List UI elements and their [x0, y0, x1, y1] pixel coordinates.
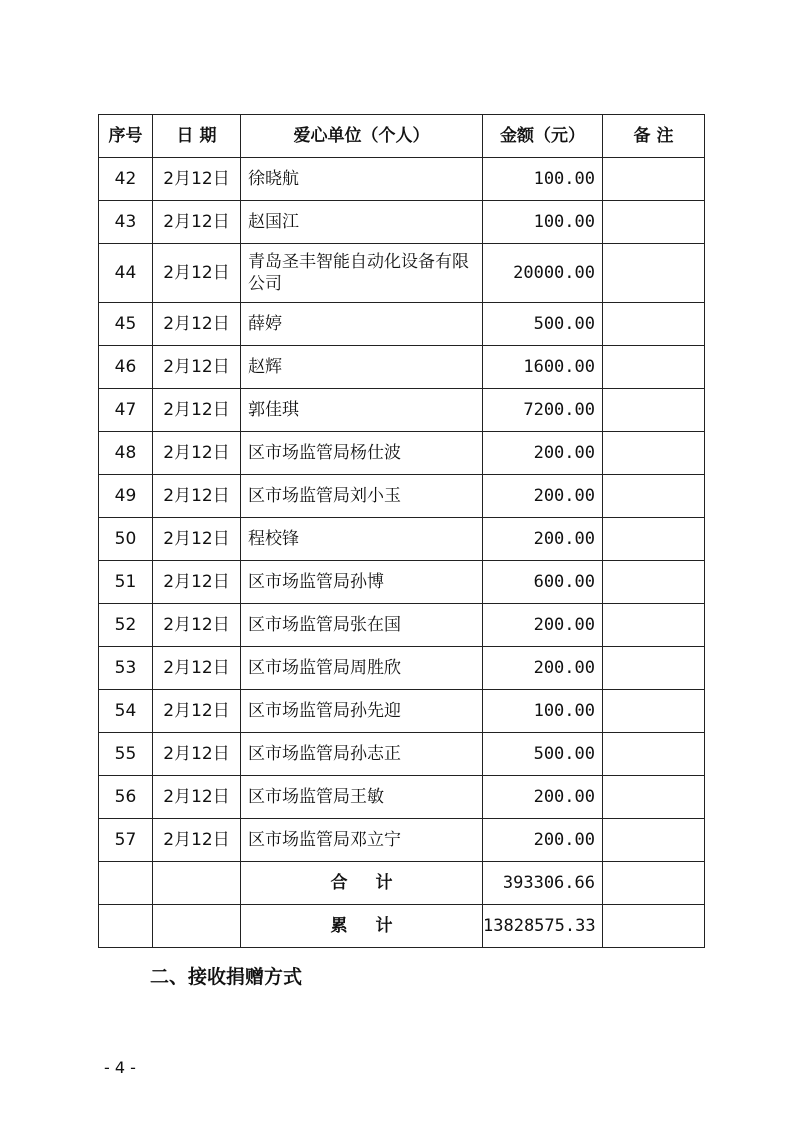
remark-cell [603, 776, 705, 819]
date-cell: 2月12日 [153, 647, 241, 690]
table-row [99, 647, 705, 690]
remark-cell [603, 303, 705, 346]
empty-cell [603, 905, 705, 948]
date-cell: 2月12日 [153, 158, 241, 201]
remark-cell [603, 604, 705, 647]
remark-cell [603, 647, 705, 690]
table-row [99, 475, 705, 518]
date-cell: 2月12日 [153, 604, 241, 647]
amount-cell: 1600.00 [483, 346, 603, 389]
remark-cell [603, 561, 705, 604]
donor-cell: 赵辉 [241, 346, 483, 389]
seq-cell: 57 [99, 819, 153, 862]
remark-cell [603, 244, 705, 303]
date-cell: 2月12日 [153, 432, 241, 475]
amount-cell: 100.00 [483, 690, 603, 733]
header-amount: 金额（元） [483, 115, 603, 158]
empty-cell [153, 905, 241, 948]
date-cell: 2月12日 [153, 389, 241, 432]
date-cell: 2月12日 [153, 733, 241, 776]
donor-cell: 区市场监管局杨仕波 [241, 432, 483, 475]
donor-cell: 区市场监管局王敏 [241, 776, 483, 819]
seq-cell: 47 [99, 389, 153, 432]
table-row [99, 432, 705, 475]
donor-cell: 区市场监管局孙先迎 [241, 690, 483, 733]
date-cell: 2月12日 [153, 201, 241, 244]
amount-cell: 200.00 [483, 604, 603, 647]
date-cell: 2月12日 [153, 244, 241, 303]
amount-cell: 200.00 [483, 432, 603, 475]
table-row [99, 201, 705, 244]
remark-cell [603, 475, 705, 518]
cumulative-label: 累计 [241, 905, 483, 948]
amount-cell: 200.00 [483, 647, 603, 690]
table-row [99, 733, 705, 776]
table-row [99, 303, 705, 346]
date-cell: 2月12日 [153, 561, 241, 604]
table-header-row [99, 115, 705, 158]
date-cell: 2月12日 [153, 690, 241, 733]
seq-cell: 52 [99, 604, 153, 647]
amount-cell: 200.00 [483, 819, 603, 862]
remark-cell [603, 518, 705, 561]
date-cell: 2月12日 [153, 475, 241, 518]
remark-cell [603, 389, 705, 432]
amount-cell: 500.00 [483, 733, 603, 776]
date-cell: 2月12日 [153, 303, 241, 346]
seq-cell: 51 [99, 561, 153, 604]
header-remark: 备 注 [603, 115, 705, 158]
table-row [99, 158, 705, 201]
date-cell: 2月12日 [153, 776, 241, 819]
donation-table [98, 114, 705, 948]
donor-cell: 青岛圣丰智能自动化设备有限公司 [241, 244, 483, 303]
seq-cell: 53 [99, 647, 153, 690]
amount-cell: 200.00 [483, 518, 603, 561]
table-row [99, 604, 705, 647]
seq-cell: 44 [99, 244, 153, 303]
empty-cell [153, 862, 241, 905]
seq-cell: 56 [99, 776, 153, 819]
seq-cell: 45 [99, 303, 153, 346]
subtotal-label: 合计 [241, 862, 483, 905]
empty-cell [603, 862, 705, 905]
remark-cell [603, 158, 705, 201]
amount-cell: 500.00 [483, 303, 603, 346]
table-row [99, 819, 705, 862]
seq-cell: 43 [99, 201, 153, 244]
seq-cell: 55 [99, 733, 153, 776]
cumulative-row [99, 905, 705, 948]
table-row [99, 690, 705, 733]
donor-cell: 区市场监管局孙博 [241, 561, 483, 604]
donor-cell: 薛婷 [241, 303, 483, 346]
subtotal-row [99, 862, 705, 905]
amount-cell: 200.00 [483, 776, 603, 819]
page-number: - 4 - [104, 1058, 136, 1077]
table-row [99, 518, 705, 561]
amount-cell: 200.00 [483, 475, 603, 518]
header-date: 日 期 [153, 115, 241, 158]
date-cell: 2月12日 [153, 819, 241, 862]
amount-cell: 20000.00 [483, 244, 603, 303]
amount-cell: 7200.00 [483, 389, 603, 432]
amount-cell: 100.00 [483, 201, 603, 244]
empty-cell [99, 862, 153, 905]
table-row [99, 561, 705, 604]
seq-cell: 42 [99, 158, 153, 201]
date-cell: 2月12日 [153, 346, 241, 389]
subtotal-amount: 393306.66 [483, 862, 603, 905]
donor-cell: 区市场监管局张在国 [241, 604, 483, 647]
remark-cell [603, 690, 705, 733]
table-row [99, 776, 705, 819]
seq-cell: 50 [99, 518, 153, 561]
donor-cell: 赵国江 [241, 201, 483, 244]
seq-cell: 48 [99, 432, 153, 475]
header-donor: 爱心单位（个人） [241, 115, 483, 158]
amount-cell: 600.00 [483, 561, 603, 604]
cumulative-amount: 13828575.33 [483, 905, 603, 948]
donor-cell: 区市场监管局孙志正 [241, 733, 483, 776]
donor-cell: 程校锋 [241, 518, 483, 561]
amount-cell: 100.00 [483, 158, 603, 201]
remark-cell [603, 346, 705, 389]
seq-cell: 54 [99, 690, 153, 733]
table-row [99, 244, 705, 303]
donor-cell: 区市场监管局刘小玉 [241, 475, 483, 518]
donor-cell: 区市场监管局邓立宁 [241, 819, 483, 862]
table-row [99, 346, 705, 389]
header-seq: 序号 [99, 115, 153, 158]
donor-cell: 徐晓航 [241, 158, 483, 201]
donor-cell: 郭佳琪 [241, 389, 483, 432]
seq-cell: 46 [99, 346, 153, 389]
remark-cell [603, 733, 705, 776]
date-cell: 2月12日 [153, 518, 241, 561]
remark-cell [603, 432, 705, 475]
section-heading: 二、接收捐赠方式 [150, 966, 303, 988]
donor-cell: 区市场监管局周胜欣 [241, 647, 483, 690]
empty-cell [99, 905, 153, 948]
remark-cell [603, 201, 705, 244]
remark-cell [603, 819, 705, 862]
seq-cell: 49 [99, 475, 153, 518]
table-row [99, 389, 705, 432]
